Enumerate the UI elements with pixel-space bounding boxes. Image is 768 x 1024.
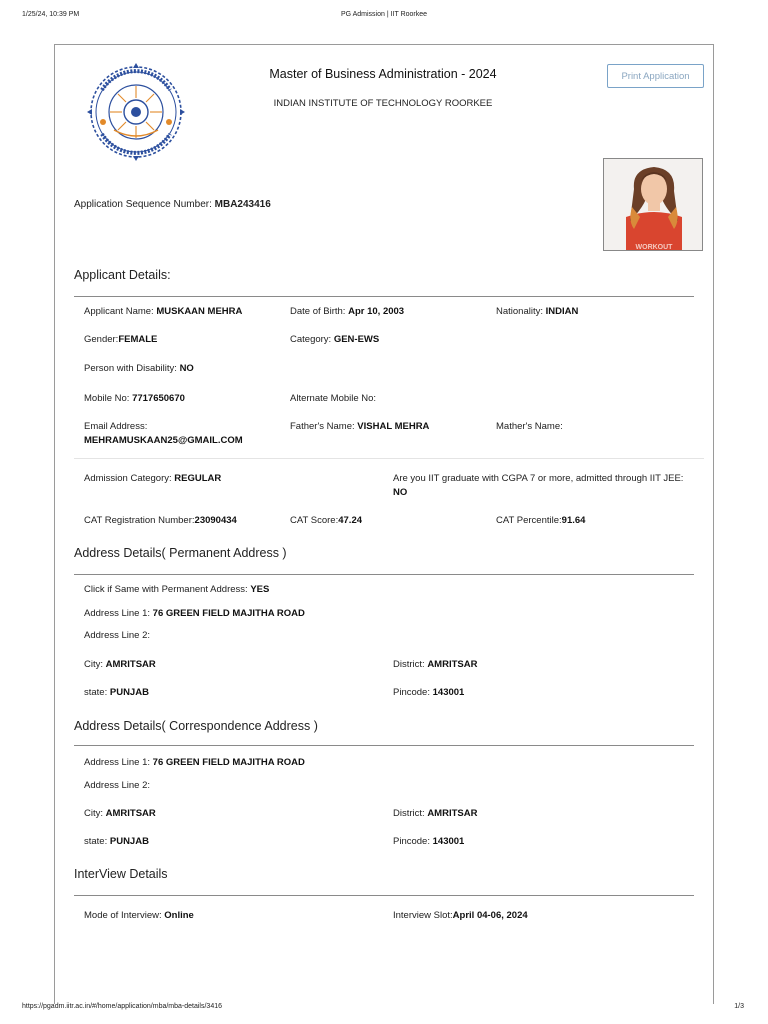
cat-percentile-field [496, 514, 585, 528]
perm-state-field [84, 686, 149, 700]
print-header [0, 11, 768, 23]
field-label: Address Line 1: [84, 608, 153, 619]
perm-district-value: AMRITSAR [427, 659, 478, 670]
father-name-field [290, 420, 429, 434]
perm-address-line2-field [84, 629, 150, 643]
field-label: Person with Disability: [84, 363, 180, 374]
corr-address-line1-field [84, 756, 305, 770]
institute-name: INDIAN INSTITUTE OF TECHNOLOGY ROORKEE [273, 98, 493, 109]
print-page-title: PG Admission | IIT Roorkee [340, 11, 428, 18]
category-field [290, 333, 379, 347]
field-label: Address Line 1: [84, 757, 153, 768]
field-label: state: [84, 836, 110, 847]
father-name-value: VISHAL MEHRA [357, 421, 430, 432]
corr-city-value: AMRITSAR [105, 808, 156, 819]
corr-state-field [84, 835, 149, 849]
subsection-divider [74, 458, 704, 459]
corr-city-field [84, 807, 156, 821]
cat-score-field [290, 514, 362, 528]
perm-address-line1-field [84, 607, 305, 621]
cat-percentile-value: 91.64 [561, 515, 586, 526]
field-label: Alternate Mobile No: [290, 393, 377, 404]
mobile-value: 7717650670 [132, 393, 185, 404]
iit-roorkee-seal-icon [84, 62, 188, 162]
field-label: CAT Score: [290, 515, 339, 526]
field-label: Mather's Name: [496, 421, 563, 432]
perm-state-value: PUNJAB [109, 687, 149, 698]
field-label: Category: [290, 334, 334, 345]
email-value: MEHRAMUSKAAN25@GMAIL.COM [84, 435, 243, 446]
field-label: Nationality: [496, 306, 546, 317]
section-divider [74, 745, 694, 746]
perm-pincode-value: 143001 [432, 687, 465, 698]
interview-slot-value: April 04-06, 2024 [452, 910, 528, 921]
mother-name-field [496, 420, 563, 434]
field-label: Interview Slot: [393, 910, 453, 921]
field-label: Admission Category: [84, 473, 175, 484]
section-divider [74, 895, 694, 896]
field-label: Address Line 2: [84, 630, 151, 641]
field-label: Are you IIT graduate with CGPA 7 or more, admitted through IIT JEE: [393, 473, 684, 484]
section-divider [74, 574, 694, 575]
same-address-value: YES [250, 584, 270, 595]
iit-graduate-value: NO [393, 487, 408, 498]
field-label: Date of Birth: [290, 306, 349, 317]
corr-district-field [393, 807, 477, 821]
program-title: Master of Business Administration - 2024 [269, 67, 497, 81]
field-label: District: [393, 659, 428, 670]
category-value: GEN-EWS [333, 334, 380, 345]
correspondence-address-heading: Address Details( Correspondence Address ) [74, 719, 318, 733]
application-sequence [74, 199, 271, 210]
admission-category-value: REGULAR [174, 473, 222, 484]
perm-city-value: AMRITSAR [105, 659, 156, 670]
disability-value: NO [179, 363, 194, 374]
dob-value: Apr 10, 2003 [348, 306, 405, 317]
section-divider [74, 296, 694, 297]
perm-district-field [393, 658, 477, 672]
perm-pincode-field [393, 686, 464, 700]
perm-address-line1-value: 76 GREEN FIELD MAJITHA ROAD [152, 608, 305, 619]
field-label: District: [393, 808, 428, 819]
print-url: https://pgadm.iitr.ac.in/#/home/application/mba/mba-details/3416 [22, 1003, 223, 1010]
interview-mode-value: Online [164, 910, 194, 921]
interview-mode-field [84, 909, 194, 923]
dob-field [290, 305, 404, 319]
applicant-name: MUSKAAN MEHRA [156, 306, 243, 317]
same-address-field [84, 583, 269, 597]
gender-field [84, 333, 157, 347]
field-label: Address Line 2: [84, 780, 151, 791]
sequence-label: Application Sequence Number: [74, 199, 215, 210]
corr-pincode-field [393, 835, 464, 849]
field-label: Email Address: [84, 421, 148, 432]
photo-shirt-text: WORKOUT [635, 244, 673, 251]
disability-field [84, 362, 194, 376]
field-label: Pincode: [393, 836, 433, 847]
field-label: Father's Name: [290, 421, 358, 432]
field-label: City: [84, 659, 106, 670]
field-label: Pincode: [393, 687, 433, 698]
admission-category-field [84, 472, 221, 486]
field-label: Applicant Name: [84, 306, 157, 317]
field-label: City: [84, 808, 106, 819]
permanent-address-heading: Address Details( Permanent Address ) [74, 546, 287, 560]
print-page-count: 1/3 [734, 1003, 744, 1010]
print-datetime: 1/25/24, 10:39 PM [22, 11, 80, 18]
corr-address-line2-field [84, 779, 150, 793]
nationality-field [496, 305, 578, 319]
field-label: CAT Percentile: [496, 515, 562, 526]
field-label: CAT Registration Number: [84, 515, 195, 526]
mobile-field [84, 392, 185, 406]
corr-pincode-value: 143001 [432, 836, 465, 847]
iit-graduate-field [393, 472, 693, 500]
sequence-value: MBA243416 [214, 199, 271, 210]
cat-registration-field [84, 514, 237, 528]
email-field [84, 420, 243, 448]
corr-state-value: PUNJAB [109, 836, 149, 847]
corr-address-line1-value: 76 GREEN FIELD MAJITHA ROAD [152, 757, 305, 768]
field-label: state: [84, 687, 110, 698]
field-label: Click if Same with Permanent Address: [84, 584, 251, 595]
interview-slot-field [393, 909, 528, 923]
cat-score-value: 47.24 [338, 515, 363, 526]
field-label: Mobile No: [84, 393, 133, 404]
applicant-name-field [84, 305, 242, 319]
perm-city-field [84, 658, 156, 672]
print-footer [0, 1003, 768, 1015]
field-label: Gender: [84, 334, 119, 345]
cat-registration-value: 23090434 [194, 515, 237, 526]
print-application-button[interactable]: Print Application [607, 64, 704, 88]
interview-details-heading: InterView Details [74, 867, 168, 881]
applicant-details-heading: Applicant Details: [74, 268, 171, 282]
gender-value: FEMALE [118, 334, 158, 345]
applicant-photo [603, 158, 703, 251]
corr-district-value: AMRITSAR [427, 808, 478, 819]
nationality-value: INDIAN [545, 306, 579, 317]
field-label: Mode of Interview: [84, 910, 165, 921]
alt-mobile-field [290, 392, 376, 406]
